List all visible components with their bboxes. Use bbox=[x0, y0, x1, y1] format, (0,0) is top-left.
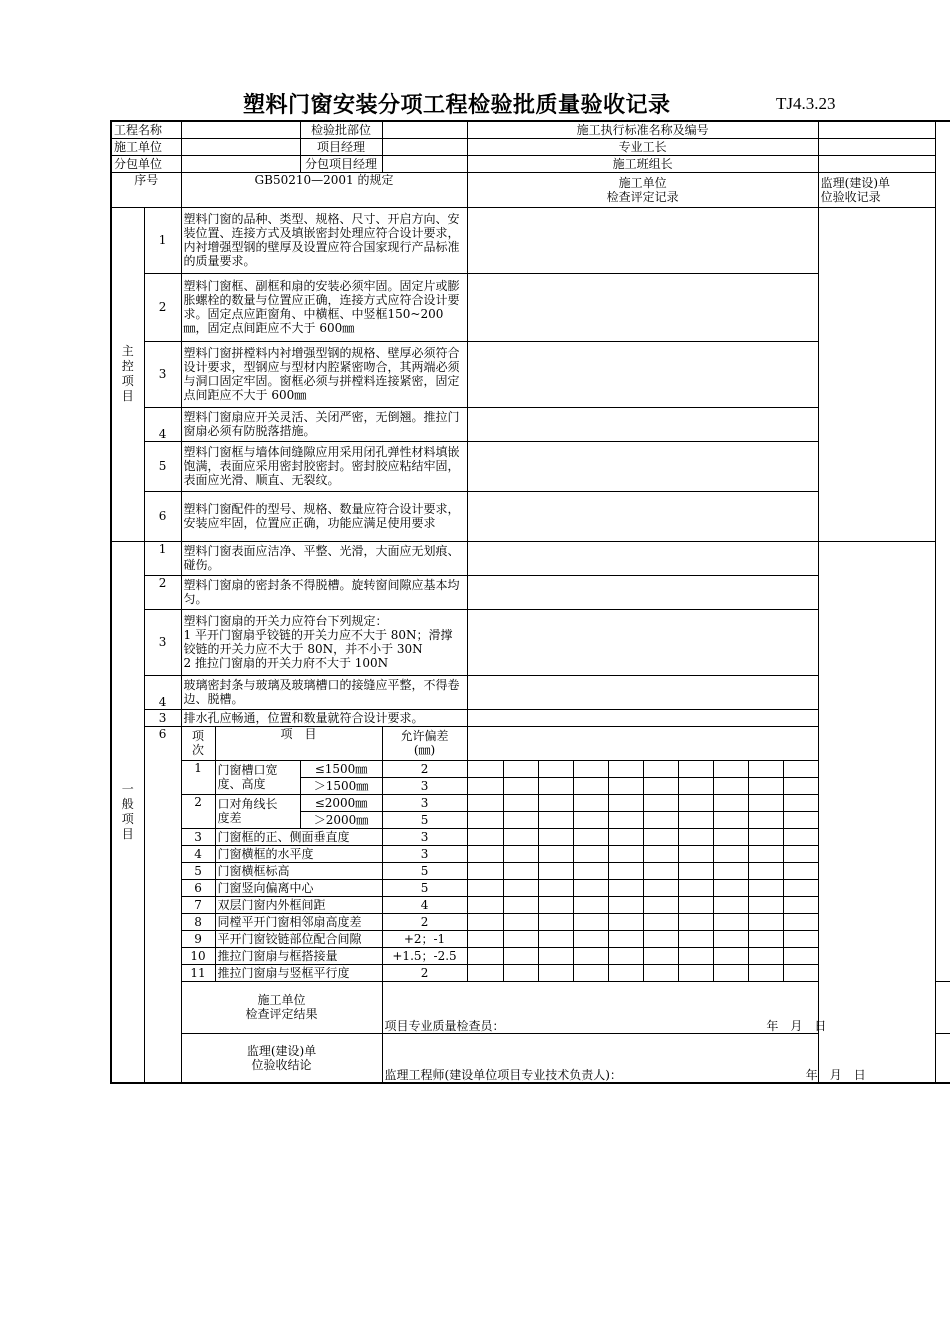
measure-cell[interactable] bbox=[538, 913, 573, 930]
tolerance-row-name: 平开门窗铰链部位配合间隙 bbox=[215, 930, 382, 947]
measure-cell[interactable] bbox=[783, 862, 818, 879]
tolerance-row-name-line: 门窗槽口宽 bbox=[217, 763, 278, 777]
measure-cell[interactable] bbox=[713, 947, 748, 964]
tolerance-row-sub: ≤1500㎜ bbox=[300, 760, 382, 777]
measure-cell[interactable] bbox=[538, 828, 573, 845]
supervisor-header bbox=[818, 172, 935, 207]
supervisor-result-label-line: 位验收结论 bbox=[251, 1057, 312, 1072]
main-item-no: 2 bbox=[144, 273, 181, 341]
main-item-check[interactable] bbox=[467, 273, 818, 341]
subcontractor-value[interactable] bbox=[181, 155, 300, 172]
measure-cell[interactable] bbox=[467, 760, 503, 777]
measure-cell[interactable] bbox=[503, 947, 538, 964]
measure-cell[interactable] bbox=[643, 777, 678, 794]
tolerance-row-deviation: 2 bbox=[382, 964, 467, 981]
main-item-no: 5 bbox=[144, 441, 181, 491]
measure-cell[interactable] bbox=[678, 845, 713, 862]
general-item-text: 玻璃密封条与玻璃及玻璃槽口的接缝应平整，不得卷边、脱槽。 bbox=[181, 675, 467, 709]
measure-cell[interactable] bbox=[503, 794, 538, 811]
measure-cell[interactable] bbox=[608, 862, 643, 879]
measure-cell[interactable] bbox=[467, 964, 503, 981]
supervisor-header-line-1: 监理(建设)单 bbox=[820, 175, 891, 190]
tolerance-row-no: 3 bbox=[181, 828, 215, 845]
measure-cell[interactable] bbox=[573, 777, 608, 794]
quality-inspector-label: 项目专业质量检查员： bbox=[384, 1018, 505, 1033]
general-item-text: 塑料门窗扇的密封条不得脱槽。旋转窗间隙应基本均匀。 bbox=[181, 575, 467, 609]
general-item-line: 1 平开门窗扇乎铰链的开关力应不大于 80N；滑撑铰链的开关力应不大于 80N，并不小于 30N bbox=[183, 628, 453, 656]
main-item-no: 6 bbox=[144, 491, 181, 541]
supervisor-result-area[interactable] bbox=[382, 1033, 950, 1083]
general-label-char: 目 bbox=[121, 826, 134, 841]
measure-cell[interactable] bbox=[643, 828, 678, 845]
measure-cell[interactable] bbox=[643, 811, 678, 828]
supervisor-header-line-2: 位验收记录 bbox=[820, 189, 881, 204]
constructor-label: 施工单位 bbox=[111, 138, 181, 155]
main-item-check[interactable] bbox=[467, 441, 818, 491]
measure-cell[interactable] bbox=[713, 760, 748, 777]
tolerance-row-sub: ＞2000㎜ bbox=[300, 811, 382, 828]
constructor-result-label-line: 检查评定结果 bbox=[245, 1007, 318, 1021]
tolerance-row-no: 6 bbox=[181, 879, 215, 896]
project-manager-value[interactable] bbox=[382, 138, 467, 155]
general-label-char: 般 bbox=[121, 796, 134, 811]
measure-cell[interactable] bbox=[748, 930, 783, 947]
exec-standard-value[interactable] bbox=[818, 121, 935, 138]
measure-cell[interactable] bbox=[503, 879, 538, 896]
measure-cell[interactable] bbox=[748, 777, 783, 794]
general-item-check[interactable] bbox=[467, 609, 818, 675]
inspection-part-value[interactable] bbox=[382, 121, 467, 138]
measure-cell[interactable] bbox=[643, 964, 678, 981]
main-control-label-char: 控 bbox=[121, 359, 134, 373]
measure-cell[interactable] bbox=[538, 930, 573, 947]
tolerance-row-name: 双层门窗内外框间距 bbox=[215, 896, 382, 913]
supervisor-result-date: 年 月 日 bbox=[805, 1068, 866, 1082]
tolerance-row-name-line: 度、高度 bbox=[217, 777, 266, 791]
inspection-form-table bbox=[110, 120, 950, 1084]
tolerance-row-deviation: 3 bbox=[382, 794, 467, 811]
measure-cell[interactable] bbox=[748, 845, 783, 862]
tolerance-row-deviation: 2 bbox=[382, 760, 467, 777]
measure-cell[interactable] bbox=[678, 930, 713, 947]
measure-cell[interactable] bbox=[608, 947, 643, 964]
project-manager-label: 项目经理 bbox=[300, 138, 382, 155]
measure-cell[interactable] bbox=[713, 930, 748, 947]
tolerance-head-dev-line: 允许偏差 bbox=[400, 729, 449, 743]
measure-cell[interactable] bbox=[783, 947, 818, 964]
measure-cell[interactable] bbox=[573, 811, 608, 828]
measure-cell[interactable] bbox=[713, 811, 748, 828]
measure-cell[interactable] bbox=[748, 828, 783, 845]
tolerance-item-no: 6 bbox=[144, 726, 181, 1083]
general-item-no: 1 bbox=[144, 541, 181, 575]
tolerance-row-name-line: 度差 bbox=[217, 811, 242, 825]
constructor-result-date: 年 月 日 bbox=[766, 1018, 827, 1033]
measure-cell[interactable] bbox=[713, 964, 748, 981]
measure-cell[interactable] bbox=[608, 896, 643, 913]
measure-cell[interactable] bbox=[573, 760, 608, 777]
measure-cell[interactable] bbox=[608, 811, 643, 828]
general-item-line: 2 推拉门窗扇的开关力府不大于 100N bbox=[183, 656, 389, 670]
measure-cell[interactable] bbox=[538, 794, 573, 811]
main-item-check[interactable] bbox=[467, 341, 818, 407]
measure-cell[interactable] bbox=[678, 811, 713, 828]
tolerance-row-deviation: 3 bbox=[382, 845, 467, 862]
tolerance-row-deviation: 3 bbox=[382, 777, 467, 794]
tolerance-row-deviation: 5 bbox=[382, 879, 467, 896]
tolerance-row-name: 门窗横框标高 bbox=[215, 862, 382, 879]
measure-cell[interactable] bbox=[608, 913, 643, 930]
measure-cell[interactable] bbox=[643, 794, 678, 811]
measure-cell[interactable] bbox=[643, 896, 678, 913]
tolerance-head-no-line: 次 bbox=[192, 743, 205, 757]
form-code: TJ4.3.23 bbox=[776, 94, 836, 113]
general-item-no: 4 bbox=[144, 675, 181, 709]
measure-cell[interactable] bbox=[678, 760, 713, 777]
tolerance-head-measure[interactable] bbox=[467, 726, 818, 760]
measure-cell[interactable] bbox=[783, 794, 818, 811]
measure-cell[interactable] bbox=[538, 896, 573, 913]
measure-cell[interactable] bbox=[713, 794, 748, 811]
constructor-value[interactable] bbox=[181, 138, 300, 155]
measure-cell[interactable] bbox=[783, 930, 818, 947]
tolerance-row-name: 推拉门窗扇与竖框平行度 bbox=[215, 964, 382, 981]
measure-cell[interactable] bbox=[748, 913, 783, 930]
main-control-label-char: 目 bbox=[121, 389, 134, 403]
tolerance-row-no: 11 bbox=[181, 964, 215, 981]
measure-cell[interactable] bbox=[538, 947, 573, 964]
measure-cell[interactable] bbox=[678, 913, 713, 930]
general-item-check[interactable] bbox=[467, 675, 818, 709]
measure-cell[interactable] bbox=[713, 879, 748, 896]
measure-cell[interactable] bbox=[608, 879, 643, 896]
constructor-result-label bbox=[181, 981, 382, 1033]
measure-cell[interactable] bbox=[573, 879, 608, 896]
main-control-label bbox=[111, 207, 144, 541]
measure-cell[interactable] bbox=[748, 879, 783, 896]
tolerance-row-name: 门窗横框的水平度 bbox=[215, 845, 382, 862]
measure-cell[interactable] bbox=[503, 896, 538, 913]
main-item-text: 塑料门窗框、副框和扇的安装必须牢固。固定片或膨胀螺栓的数量与位置应正确，连接方式应符合设计要求。固定点应距窗角、中横框、中竖框150~200㎜，固定点间距应不大于 600㎜ bbox=[181, 273, 467, 341]
sub-manager-value[interactable] bbox=[382, 155, 467, 172]
measure-cell[interactable] bbox=[503, 913, 538, 930]
tolerance-head-item: 项 目 bbox=[215, 726, 382, 760]
measure-cell[interactable] bbox=[573, 913, 608, 930]
measure-cell[interactable] bbox=[643, 879, 678, 896]
measure-cell[interactable] bbox=[783, 760, 818, 777]
tolerance-row-no: 5 bbox=[181, 862, 215, 879]
measure-cell[interactable] bbox=[678, 862, 713, 879]
team-leader-label: 施工班组长 bbox=[467, 155, 818, 172]
measure-cell[interactable] bbox=[713, 862, 748, 879]
measure-cell[interactable] bbox=[748, 964, 783, 981]
measure-cell[interactable] bbox=[748, 760, 783, 777]
measure-cell[interactable] bbox=[643, 913, 678, 930]
measure-cell[interactable] bbox=[573, 828, 608, 845]
general-item-check[interactable] bbox=[467, 575, 818, 609]
measure-cell[interactable] bbox=[503, 845, 538, 862]
measure-cell[interactable] bbox=[538, 845, 573, 862]
tolerance-row-sub: ≤2000㎜ bbox=[300, 794, 382, 811]
measure-cell[interactable] bbox=[538, 760, 573, 777]
tolerance-row-name bbox=[215, 760, 300, 794]
general-item-text: 排水孔应畅通，位置和数量就符合设计要求。 bbox=[181, 709, 467, 726]
main-control-supervisor-record[interactable] bbox=[818, 207, 935, 541]
measure-cell[interactable] bbox=[503, 862, 538, 879]
general-item-no: 3 bbox=[144, 709, 181, 726]
measure-cell[interactable] bbox=[467, 947, 503, 964]
tolerance-head-no bbox=[181, 726, 215, 760]
measure-cell[interactable] bbox=[608, 828, 643, 845]
tolerance-row-name: 门窗框的正、侧面垂直度 bbox=[215, 828, 382, 845]
measure-cell[interactable] bbox=[608, 777, 643, 794]
measure-cell[interactable] bbox=[467, 862, 503, 879]
measure-cell[interactable] bbox=[573, 862, 608, 879]
main-item-text: 塑料门窗配件的型号、规格、数量应符合设计要求，安装应牢固，位置应正确，功能应满足使用要求 bbox=[181, 491, 467, 541]
main-item-no: 3 bbox=[144, 341, 181, 407]
measure-cell[interactable] bbox=[608, 845, 643, 862]
measure-cell[interactable] bbox=[608, 760, 643, 777]
measure-cell[interactable] bbox=[538, 862, 573, 879]
project-name-value[interactable] bbox=[181, 121, 300, 138]
team-leader-value[interactable] bbox=[818, 155, 935, 172]
tolerance-row-no: 9 bbox=[181, 930, 215, 947]
main-item-text: 塑料门窗拼樘料内衬增强型钢的规格、壁厚必须符合设计要求，型钢应与型材内腔紧密吻合，其两端必须与洞口固定牢固。窗框必须与拼樘料连接紧密，固定点间距应不大于 600㎜ bbox=[181, 341, 467, 407]
measure-cell[interactable] bbox=[503, 930, 538, 947]
tolerance-row-no: 1 bbox=[181, 760, 215, 794]
general-item-check[interactable] bbox=[467, 709, 818, 726]
main-item-text: 塑料门窗扇应开关灵活、关闭严密，无倒翘。推拉门窗扇必须有防脱落措施。 bbox=[181, 407, 467, 441]
measure-cell[interactable] bbox=[608, 794, 643, 811]
measure-cell[interactable] bbox=[573, 930, 608, 947]
tolerance-row-deviation: 4 bbox=[382, 896, 467, 913]
general-label-char: 项 bbox=[121, 811, 134, 826]
measure-cell[interactable] bbox=[678, 777, 713, 794]
exec-standard-label: 施工执行标准名称及编号 bbox=[467, 121, 818, 138]
measure-cell[interactable] bbox=[573, 964, 608, 981]
measure-cell[interactable] bbox=[713, 777, 748, 794]
measure-cell[interactable] bbox=[748, 811, 783, 828]
measure-cell[interactable] bbox=[467, 777, 503, 794]
measure-cell[interactable] bbox=[538, 964, 573, 981]
main-item-no: 4 bbox=[144, 407, 181, 441]
measure-cell[interactable] bbox=[503, 811, 538, 828]
constructor-result-area[interactable] bbox=[382, 981, 950, 1033]
subcontractor-label: 分包单位 bbox=[111, 155, 181, 172]
tolerance-row-no: 4 bbox=[181, 845, 215, 862]
measure-cell[interactable] bbox=[678, 879, 713, 896]
tolerance-row-no: 7 bbox=[181, 896, 215, 913]
general-item-text bbox=[181, 609, 467, 675]
constructor-check-header bbox=[467, 172, 818, 207]
page-title: 塑料门窗安装分项工程检验批质量验收记录 bbox=[243, 93, 671, 118]
measure-cell[interactable] bbox=[643, 947, 678, 964]
measure-cell[interactable] bbox=[467, 913, 503, 930]
measure-cell[interactable] bbox=[503, 760, 538, 777]
measure-cell[interactable] bbox=[573, 947, 608, 964]
main-control-label-char: 主 bbox=[121, 344, 134, 358]
measure-cell[interactable] bbox=[573, 896, 608, 913]
measure-cell[interactable] bbox=[748, 794, 783, 811]
measure-cell[interactable] bbox=[538, 811, 573, 828]
general-item-line: 塑料门窗扇的开关力应符台下列规定： bbox=[183, 614, 388, 628]
general-label-char: 一 bbox=[121, 781, 134, 796]
tolerance-row-deviation: 5 bbox=[382, 811, 467, 828]
tolerance-row-name-line: 口对角线长 bbox=[217, 797, 278, 811]
tolerance-row-deviation: 2 bbox=[382, 913, 467, 930]
tolerance-row-no: 8 bbox=[181, 913, 215, 930]
measure-cell[interactable] bbox=[678, 828, 713, 845]
measure-cell[interactable] bbox=[643, 930, 678, 947]
tolerance-row-name: 推拉门窗扇与框搭接量 bbox=[215, 947, 382, 964]
measure-cell[interactable] bbox=[783, 828, 818, 845]
foreman-label: 专业工长 bbox=[467, 138, 818, 155]
tolerance-row-name: 门窗竖向偏离中心 bbox=[215, 879, 382, 896]
measure-cell[interactable] bbox=[573, 845, 608, 862]
general-item-text: 塑料门窗表面应洁净、平整、光滑，大面应无划痕、碰伤。 bbox=[181, 541, 467, 575]
measure-cell[interactable] bbox=[503, 777, 538, 794]
tolerance-row-no: 10 bbox=[181, 947, 215, 964]
measure-cell[interactable] bbox=[503, 828, 538, 845]
measure-cell[interactable] bbox=[608, 930, 643, 947]
tolerance-head-no-line: 项 bbox=[192, 729, 205, 743]
tolerance-head-dev-line: (㎜) bbox=[413, 743, 436, 757]
main-item-text: 塑料门窗框与墙体间缝隙应用采用闭孔弹性材料填嵌饱满，表面应采用密封胶密封。密封胶应粘结牢固，表面应光滑、顺直、无裂纹。 bbox=[181, 441, 467, 491]
supervisor-result-label bbox=[181, 1033, 382, 1083]
tolerance-row-sub: ＞1500㎜ bbox=[300, 777, 382, 794]
measure-cell[interactable] bbox=[467, 828, 503, 845]
general-item-no: 2 bbox=[144, 575, 181, 609]
measure-cell[interactable] bbox=[748, 896, 783, 913]
measure-cell[interactable] bbox=[783, 879, 818, 896]
measure-cell[interactable] bbox=[678, 896, 713, 913]
project-name-label: 工程名称 bbox=[111, 121, 181, 138]
measure-cell[interactable] bbox=[713, 828, 748, 845]
measure-cell[interactable] bbox=[713, 845, 748, 862]
measure-cell[interactable] bbox=[467, 811, 503, 828]
measure-cell[interactable] bbox=[503, 964, 538, 981]
foreman-value[interactable] bbox=[818, 138, 935, 155]
measure-cell[interactable] bbox=[748, 947, 783, 964]
measure-cell[interactable] bbox=[783, 777, 818, 794]
measure-cell[interactable] bbox=[643, 862, 678, 879]
constructor-result-label-line: 施工单位 bbox=[257, 993, 306, 1007]
tolerance-row-deviation: 5 bbox=[382, 862, 467, 879]
general-label bbox=[111, 541, 144, 1083]
tolerance-row-no: 2 bbox=[181, 794, 215, 828]
inspection-part-label: 检验批部位 bbox=[300, 121, 382, 138]
measure-cell[interactable] bbox=[538, 777, 573, 794]
measure-cell[interactable] bbox=[643, 760, 678, 777]
tolerance-row-deviation: +2；-1 bbox=[382, 930, 467, 947]
tolerance-row-name: 同樘平开门窗相邻扇高度差 bbox=[215, 913, 382, 930]
measure-cell[interactable] bbox=[748, 862, 783, 879]
general-item-check[interactable] bbox=[467, 541, 818, 575]
measure-cell[interactable] bbox=[783, 896, 818, 913]
measure-cell[interactable] bbox=[538, 879, 573, 896]
measure-cell[interactable] bbox=[467, 845, 503, 862]
measure-cell[interactable] bbox=[467, 930, 503, 947]
sub-manager-label: 分包项目经理 bbox=[300, 155, 382, 172]
measure-cell[interactable] bbox=[678, 947, 713, 964]
measure-cell[interactable] bbox=[783, 811, 818, 828]
measure-cell[interactable] bbox=[608, 964, 643, 981]
constructor-check-header-line-1: 施工单位 bbox=[618, 175, 667, 190]
measure-cell[interactable] bbox=[713, 913, 748, 930]
main-item-text: 塑料门窗的品种、类型、规格、尺寸、开启方向、安装位置、连接方式及填嵌密封处理应符合设计要求，内衬增强型钢的壁厚及设置应符合国家现行产品标准的质量要求。 bbox=[181, 207, 467, 273]
measure-cell[interactable] bbox=[467, 879, 503, 896]
measure-cell[interactable] bbox=[573, 794, 608, 811]
general-item-no: 3 bbox=[144, 609, 181, 675]
tolerance-row-deviation: 3 bbox=[382, 828, 467, 845]
main-control-label-char: 项 bbox=[121, 374, 134, 388]
constructor-check-header-line-2: 检查评定记录 bbox=[606, 189, 679, 204]
measure-cell[interactable] bbox=[783, 913, 818, 930]
measure-cell[interactable] bbox=[783, 964, 818, 981]
tolerance-row-name bbox=[215, 794, 300, 828]
tolerance-head-deviation bbox=[382, 726, 467, 760]
measure-cell[interactable] bbox=[643, 845, 678, 862]
measure-cell[interactable] bbox=[467, 896, 503, 913]
measure-cell[interactable] bbox=[678, 964, 713, 981]
main-item-check[interactable] bbox=[467, 407, 818, 441]
main-item-check[interactable] bbox=[467, 207, 818, 273]
main-item-no: 1 bbox=[144, 207, 181, 273]
spec-header: GB50210—2001 的规定 bbox=[181, 172, 467, 207]
measure-cell[interactable] bbox=[467, 794, 503, 811]
tolerance-row-deviation: +1.5；-2.5 bbox=[382, 947, 467, 964]
measure-cell[interactable] bbox=[783, 845, 818, 862]
main-item-check[interactable] bbox=[467, 491, 818, 541]
measure-cell[interactable] bbox=[713, 896, 748, 913]
supervisor-result-label-line: 监理(建设)单 bbox=[246, 1043, 317, 1058]
supervising-engineer-label: 监理工程师(建设单位项目专业技术负责人)： bbox=[384, 1068, 622, 1082]
seq-header: 序号 bbox=[111, 172, 181, 207]
measure-cell[interactable] bbox=[678, 794, 713, 811]
